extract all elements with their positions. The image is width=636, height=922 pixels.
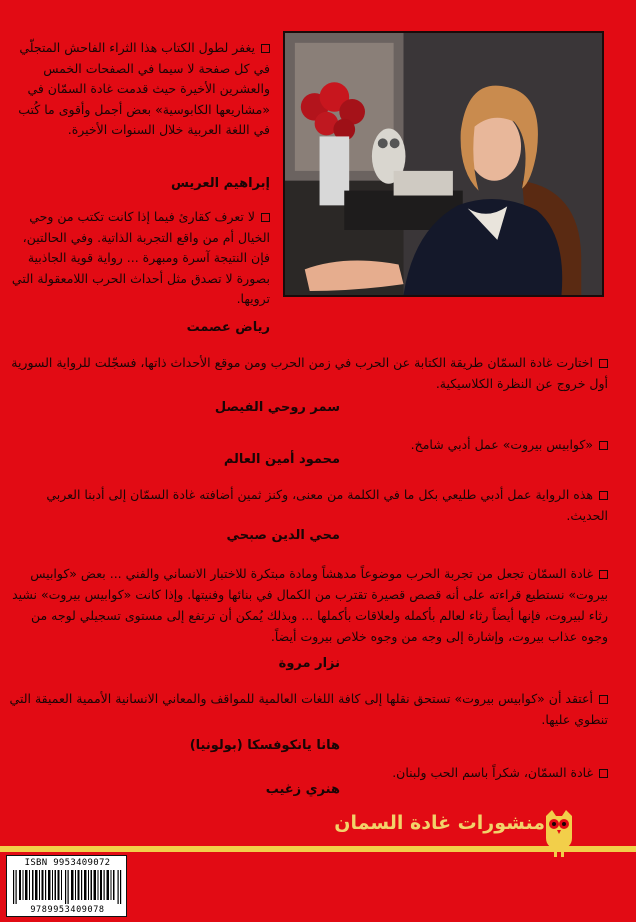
bullet-square-icon bbox=[599, 441, 608, 450]
bullet-square-icon bbox=[599, 570, 608, 579]
author-portrait-image bbox=[285, 33, 602, 295]
bullet-square-icon bbox=[599, 769, 608, 778]
quote-6-text: غادة السمّان تجعل من تجربة الحرب موضوعاً مدهشاً ومادة مبتكرة للاختبار الانساني والفني ... بعض «كوابيس بيروت» نستطيع قراءته على أنه قصص قصيرة تقترب من الكمال في بنائها وفنيتها. وإذا كانت «كوابيس بيروت» نشيد رثاء لبيروت، فإنها أيضاً رثاء لعالم بأكمله ولعلاقات بأكملها ... وبذلك يُمكن أن ترتفع إلى مستوى تسجيلي لوجه من وجوه عذاب بيروت، وإشارة إلى وجه من وجوه خلاص بيروت أيضاً. bbox=[12, 566, 608, 644]
quote-5 bbox=[8, 484, 608, 526]
publisher-name: منشورات غادة السمان bbox=[334, 812, 545, 834]
quote-5-text: هذه الرواية عمل أدبي طليعي بكل ما في الكلمة من معنى، وكنز ثمين أضافته غادة السمّان إلى أدبنا العربي الحديث. bbox=[46, 487, 608, 523]
quote-7 bbox=[8, 688, 608, 730]
bullet-square-icon bbox=[261, 44, 270, 53]
quote-7-text: أعتقد أن «كوابيس بيروت» تستحق نقلها إلى كافة اللغات العالمية للمواقف والمعاني الانسانية الأممية العميقة التي تنطوي عليها. bbox=[9, 691, 608, 727]
quote-6 bbox=[8, 563, 608, 647]
quote-8-author: هنري زغيب bbox=[265, 782, 340, 797]
bullet-square-icon bbox=[261, 213, 270, 222]
quote-4-text: «كوابيس بيروت» عمل أدبي شامخ. bbox=[410, 437, 593, 452]
isbn-label: ISBN 9953409072 bbox=[24, 858, 111, 868]
quote-3-text: اختارت غادة السمّان طريقة الكتابة عن الحرب في زمن الحرب ومن موقع الأحداث ذاتها، فسجّلت للرواية السورية أول خروج عن النظرة الكلاسيكية. bbox=[11, 355, 608, 391]
bullet-square-icon bbox=[599, 491, 608, 500]
quote-8 bbox=[8, 762, 608, 783]
bullet-square-icon bbox=[599, 695, 608, 704]
quote-3 bbox=[8, 352, 608, 394]
author-photo bbox=[283, 31, 604, 297]
quote-2-author: رياض عصمت bbox=[186, 320, 270, 335]
quote-1 bbox=[8, 38, 270, 141]
bullet-square-icon bbox=[599, 359, 608, 368]
barcode-number: 9789953409078 bbox=[30, 905, 105, 915]
quote-1-text: يغفر لطول الكتاب هذا الثراء الفاحش المتجلّي في كل صفحة لا سيما في الصفحات الخمس والعشرين الأخيرة حيث قدمت غادة السمّان في «مشاريعها الكابوسية» بعض أجمل وأقوى ما كُتب في اللغة العربية خلال السنوات الأخيرة. bbox=[18, 40, 270, 137]
barcode bbox=[6, 855, 127, 917]
quote-2 bbox=[8, 207, 270, 310]
quote-6-author: نزار مروة bbox=[278, 656, 340, 671]
bottom-accent-band bbox=[0, 846, 636, 852]
quote-1-author: إبراهيم العريس bbox=[171, 176, 270, 191]
quote-5-author: محي الدين صبحي bbox=[226, 528, 340, 543]
quote-8-text: غادة السمّان، شكراً باسم الحب ولبنان. bbox=[392, 765, 593, 780]
quote-7-author: هانا يانكوفسكا (بولونيا) bbox=[189, 738, 340, 753]
quote-3-author: سمر روحي الفيصل bbox=[214, 400, 340, 415]
quote-4-author: محمود أمين العالم bbox=[223, 452, 340, 467]
quote-2-text: لا تعرف كقارئ فيما إذا كانت تكتب من وحي الخيال أم من واقع التجربة الذاتية. وفي الحالتين، فإن النتيجة آسرة ومبهرة ... رواية قوية الجاذبية بصورة لا تصدق مثل أحداث الحرب اللامعقولة التي ترويها. bbox=[11, 209, 270, 306]
barcode-bars-icon bbox=[13, 870, 122, 904]
